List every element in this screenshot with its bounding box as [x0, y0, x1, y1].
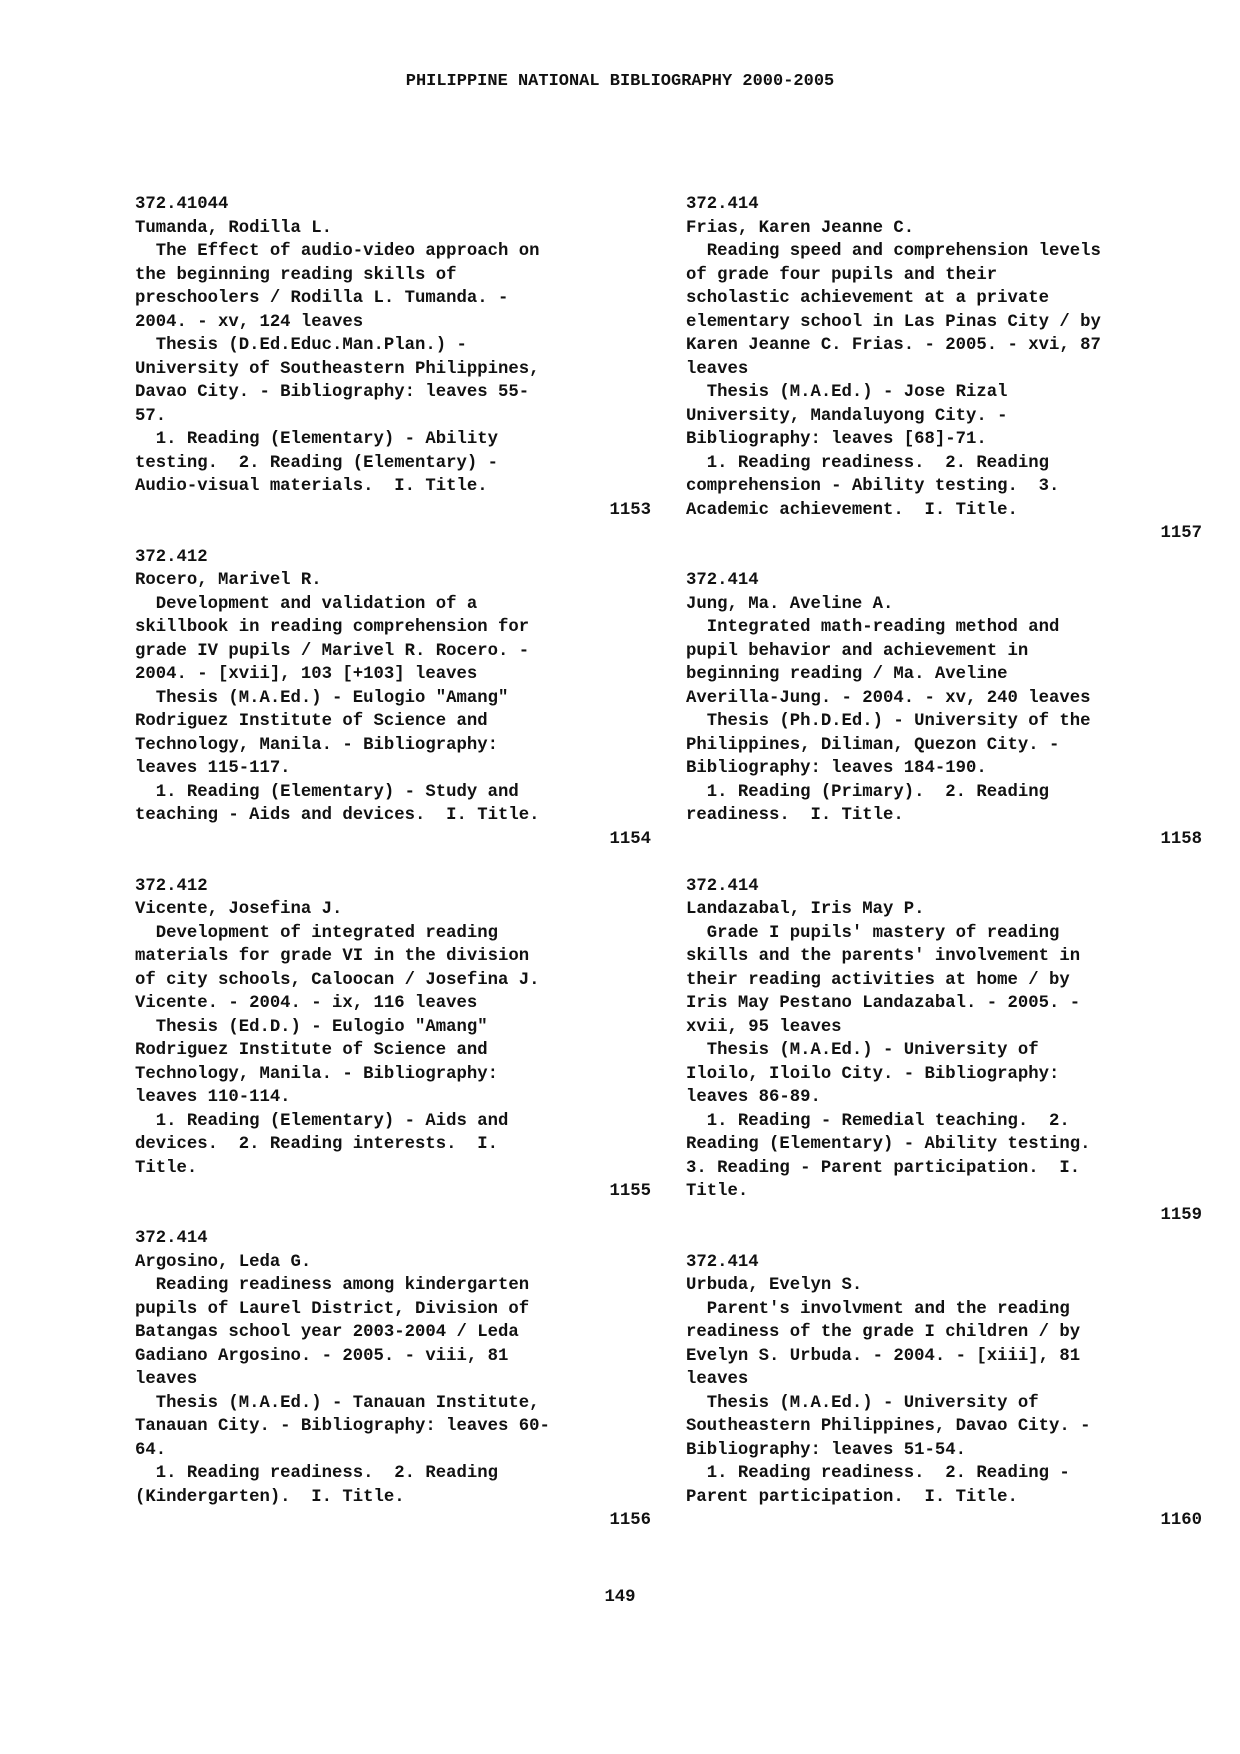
entry-text-line: Reading (Elementary) - Ability testing. [686, 1135, 1091, 1154]
entry-text-line: preschoolers / Rodilla L. Tumanda. - [135, 289, 509, 308]
entry-text-line: Bibliography: leaves 51-54. [686, 1440, 967, 1460]
author-name: Frias, Karen Jeanne C. [686, 218, 915, 238]
entry-text-line: Rodriguez Institute of Science and [135, 712, 488, 731]
call-number: 372.41044 [135, 195, 229, 214]
entry-text-line: of city schools, Caloocan / Josefina J. [135, 970, 540, 990]
entry-text-line: Technology, Manila. - Bibliography: [135, 735, 498, 755]
entry-text-line: skillbook in reading comprehension for [135, 618, 530, 637]
entry-text-line: Evelyn S. Urbuda. - 2004. - [xiii], 81 [686, 1346, 1081, 1366]
entry-text-line: Karen Jeanne C. Frias. - 2005. - xvi, 87 [686, 336, 1101, 355]
entry-text-line: elementary school in Las Pinas City / by [686, 312, 1101, 332]
entry-number: 1157 [1160, 524, 1202, 543]
author-name: Jung, Ma. Aveline A. [686, 594, 894, 614]
author-name: Rocero, Marivel R. [135, 571, 322, 590]
entry-text-line: beginning reading / Ma. Aveline [686, 665, 1008, 684]
entry-text-line: 1. Reading (Elementary) - Study and [135, 782, 519, 802]
entry-text-line: Integrated math-reading method and [686, 618, 1060, 637]
entry-text-line: The Effect of audio-video approach on [135, 242, 540, 261]
entry-text-line: Development of integrated reading [135, 923, 498, 943]
entry-text-line: 57. [135, 406, 167, 426]
entry-text-line: Technology, Manila. - Bibliography: [135, 1064, 498, 1084]
bibliography-entry [686, 569, 1202, 851]
entry-text-line: 2004. - [xvii], 103 [+103] leaves [135, 665, 478, 684]
page-header-title: PHILIPPINE NATIONAL BIBLIOGRAPHY 2000-2005 [405, 72, 835, 91]
entry-text-line: comprehension - Ability testing. 3. [686, 477, 1060, 496]
call-number: 372.414 [686, 195, 759, 214]
bibliography-entry [135, 193, 651, 522]
entry-text-line: Vicente. - 2004. - ix, 116 leaves [135, 994, 478, 1013]
bibliography-entry [135, 1227, 651, 1533]
entry-text-line: Thesis (M.A.Ed.) - University of [686, 1393, 1039, 1413]
call-number: 372.414 [135, 1229, 208, 1248]
left-column [135, 193, 651, 1556]
bibliography-entry [686, 193, 1202, 546]
entry-text-line: the beginning reading skills of [135, 265, 457, 285]
entry-text-line: Southeastern Philippines, Davao City. - [686, 1417, 1091, 1436]
entry-text-line: skills and the parents' involvement in [686, 947, 1081, 966]
entry-text-line: scholastic achievement at a private [686, 289, 1049, 308]
entry-text-line: Grade I pupils' mastery of reading [686, 923, 1060, 943]
entry-text-line: Audio-visual materials. I. Title. [135, 477, 488, 496]
entry-number: 1156 [609, 1511, 651, 1530]
bibliography-entry [135, 875, 651, 1204]
entry-text-line: Thesis (D.Ed.Educ.Man.Plan.) - [135, 336, 467, 355]
bibliography-entry [135, 546, 651, 852]
entry-text-line: 1. Reading (Elementary) - Aids and [135, 1111, 509, 1131]
author-name: Urbuda, Evelyn S. [686, 1276, 863, 1295]
entry-text-line: Thesis (Ed.D.) - Eulogio "Amang" [135, 1017, 488, 1037]
entry-text-line: of grade four pupils and their [686, 265, 998, 285]
entry-text-line: pupil behavior and achievement in [686, 641, 1029, 661]
entry-text-line: (Kindergarten). I. Title. [135, 1487, 405, 1507]
entry-text-line: Averilla-Jung. - 2004. - xv, 240 leaves [686, 688, 1091, 708]
entry-text-line: materials for grade VI in the division [135, 947, 530, 966]
entry-text-line: Title. [686, 1182, 749, 1201]
entry-text-line: leaves 86-89. [686, 1088, 821, 1107]
entry-text-line: xvii, 95 leaves [686, 1017, 842, 1037]
entry-text-line: Gadiano Argosino. - 2005. - viii, 81 [135, 1346, 509, 1366]
entry-text-line: Academic achievement. I. Title. [686, 500, 1018, 520]
entry-text-line: 1. Reading (Elementary) - Ability [135, 430, 498, 449]
entry-text-line: Bibliography: leaves 184-190. [686, 759, 987, 778]
author-name: Tumanda, Rodilla L. [135, 218, 333, 238]
entry-text-line: 1. Reading readiness. 2. Reading [135, 1464, 498, 1483]
entry-text-line: Rodriguez Institute of Science and [135, 1041, 488, 1060]
entry-number: 1154 [609, 829, 651, 849]
entry-text-line: Parent's involvment and the reading [686, 1299, 1070, 1319]
entry-text-line: Tanauan City. - Bibliography: leaves 60- [135, 1417, 550, 1436]
entry-text-line: testing. 2. Reading (Elementary) - [135, 453, 498, 473]
entry-text-line: 1. Reading readiness. 2. Reading - [686, 1464, 1070, 1483]
entry-text-line: 2004. - xv, 124 leaves [135, 312, 364, 332]
entry-text-line: Parent participation. I. Title. [686, 1487, 1018, 1507]
entry-text-line: Davao City. - Bibliography: leaves 55- [135, 383, 530, 402]
entry-text-line: 3. Reading - Parent participation. I. [686, 1158, 1081, 1178]
entry-number: 1159 [1160, 1205, 1202, 1225]
entry-text-line: Iloilo, Iloilo City. - Bibliography: [686, 1064, 1060, 1084]
author-name: Vicente, Josefina J. [135, 900, 343, 919]
entry-text-line: 1. Reading readiness. 2. Reading [686, 453, 1049, 473]
entry-number: 1160 [1160, 1511, 1202, 1530]
entry-number: 1158 [1160, 829, 1202, 849]
entry-text-line: grade IV pupils / Marivel R. Rocero. - [135, 641, 530, 661]
entry-text-line: Thesis (M.A.Ed.) - Tanauan Institute, [135, 1393, 540, 1413]
entry-text-line: leaves [686, 1370, 749, 1389]
bibliography-entry [686, 1251, 1202, 1533]
entry-text-line: Iris May Pestano Landazabal. - 2005. - [686, 994, 1081, 1013]
entry-text-line: Batangas school year 2003-2004 / Leda [135, 1323, 519, 1342]
bibliography-entry [686, 875, 1202, 1228]
entry-text-line: 1. Reading - Remedial teaching. 2. [686, 1111, 1070, 1131]
entry-text-line: University, Mandaluyong City. - [686, 406, 1008, 426]
entry-text-line: readiness. I. Title. [686, 806, 904, 825]
entry-text-line: Reading speed and comprehension levels [686, 242, 1101, 261]
author-name: Landazabal, Iris May P. [686, 900, 925, 919]
entry-number: 1153 [609, 500, 651, 520]
entry-text-line: Thesis (M.A.Ed.) - Eulogio "Amang" [135, 688, 509, 708]
entry-text-line: 1. Reading (Primary). 2. Reading [686, 782, 1049, 802]
right-column [686, 193, 1202, 1556]
entry-text-line: leaves [135, 1370, 198, 1389]
entry-text-line: their reading activities at home / by [686, 970, 1070, 990]
entry-text-line: Development and validation of a [135, 594, 478, 614]
call-number: 372.414 [686, 571, 759, 590]
entry-text-line: devices. 2. Reading interests. I. [135, 1135, 498, 1154]
entry-text-line: Title. [135, 1158, 198, 1178]
entry-text-line: Philippines, Diliman, Quezon City. - [686, 735, 1060, 755]
entry-text-line: Thesis (Ph.D.Ed.) - University of the [686, 712, 1091, 731]
entry-number: 1155 [609, 1182, 651, 1201]
page-number: 149 [604, 1588, 636, 1607]
entry-text-line: teaching - Aids and devices. I. Title. [135, 806, 540, 825]
entry-text-line: leaves 110-114. [135, 1088, 291, 1107]
entry-text-line: Thesis (M.A.Ed.) - University of [686, 1041, 1039, 1060]
call-number: 372.412 [135, 547, 208, 567]
entry-text-line: Reading readiness among kindergarten [135, 1276, 530, 1295]
entry-text-line: pupils of Laurel District, Division of [135, 1299, 530, 1319]
entry-text-line: leaves 115-117. [135, 759, 291, 778]
entry-text-line: Thesis (M.A.Ed.) - Jose Rizal [686, 383, 1008, 402]
call-number: 372.414 [686, 876, 759, 896]
entry-text-line: readiness of the grade I children / by [686, 1323, 1081, 1342]
entry-text-line: 64. [135, 1440, 167, 1460]
call-number: 372.412 [135, 876, 208, 896]
entry-text-line: University of Southeastern Philippines, [135, 359, 540, 379]
author-name: Argosino, Leda G. [135, 1252, 312, 1272]
call-number: 372.414 [686, 1252, 759, 1272]
entry-text-line: leaves [686, 359, 749, 379]
entry-text-line: Bibliography: leaves [68]-71. [686, 430, 987, 449]
